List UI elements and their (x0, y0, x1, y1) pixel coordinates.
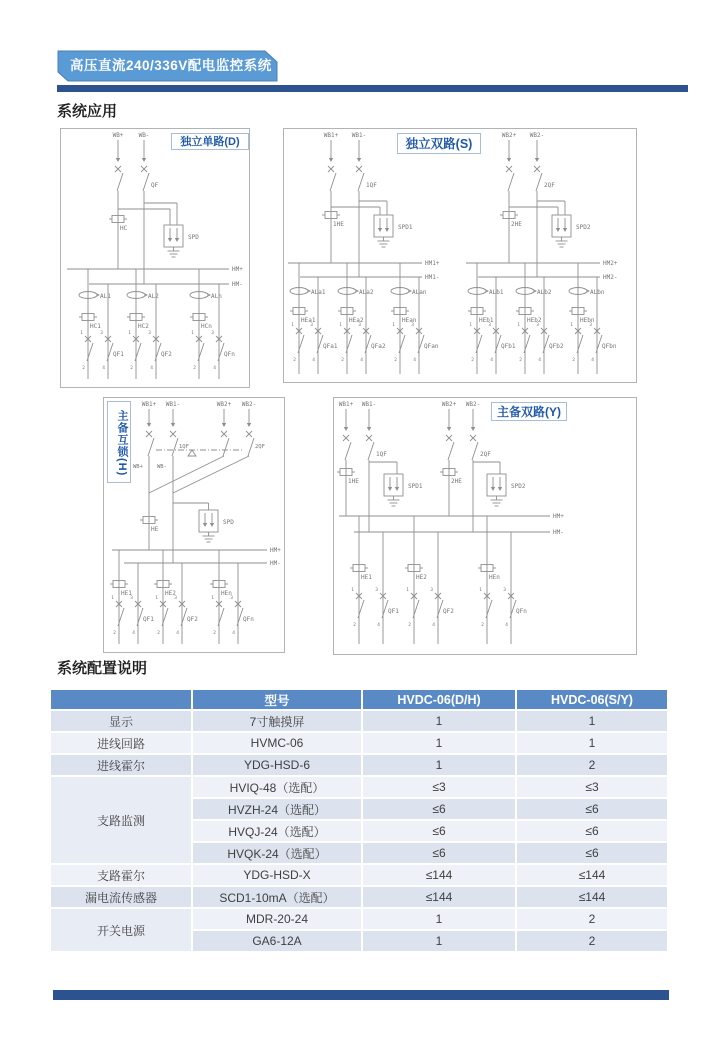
table-row (50, 710, 668, 732)
svg-text:WB2+: WB2+ (441, 401, 457, 408)
svg-text:WB2-: WB2- (465, 401, 481, 408)
svg-text:1: 1 (80, 331, 83, 336)
svg-text:ALa2: ALa2 (359, 289, 374, 296)
diagram-interlock (103, 397, 285, 653)
svg-text:3: 3 (503, 588, 506, 593)
svg-text:1: 1 (291, 323, 294, 328)
svg-text:QF1: QF1 (143, 616, 154, 623)
svg-text:WB1-: WB1- (165, 401, 181, 408)
svg-text:2: 2 (213, 631, 216, 636)
svg-text:WB+: WB+ (133, 464, 143, 470)
model-cell: YDG-HSD-6 (192, 754, 362, 776)
category-cell: 显示 (50, 710, 192, 732)
sy-value-cell: ≤6 (516, 820, 668, 842)
svg-text:QFn: QFn (516, 608, 527, 615)
svg-text:1: 1 (406, 588, 409, 593)
svg-text:ALbn: ALbn (590, 289, 605, 296)
svg-text:4: 4 (102, 366, 105, 371)
svg-text:4: 4 (176, 631, 179, 636)
sy-value-cell: ≤6 (516, 842, 668, 864)
svg-text:WB2+: WB2+ (216, 401, 232, 408)
svg-text:SPD2: SPD2 (576, 224, 591, 231)
model-cell: HVQK-24（选配） (192, 842, 362, 864)
svg-text:WB1+: WB1+ (338, 401, 354, 408)
svg-text:QFb1: QFb1 (501, 343, 516, 350)
sy-value-cell: 2 (516, 930, 668, 952)
svg-text:ALa1: ALa1 (311, 289, 326, 296)
table-row (50, 732, 668, 754)
model-cell: HVZH-24（选配） (192, 798, 362, 820)
svg-text:QFb2: QFb2 (549, 343, 564, 350)
svg-text:2: 2 (341, 358, 344, 363)
svg-text:HE1: HE1 (361, 574, 372, 581)
category-cell: 进线霍尔 (50, 754, 192, 776)
svg-text:ALn: ALn (211, 293, 222, 300)
svg-text:3: 3 (358, 323, 361, 328)
category-cell: 开关电源 (50, 908, 192, 952)
table-row (50, 754, 668, 776)
sy-value-cell: 2 (516, 908, 668, 930)
svg-text:HEbn: HEbn (580, 317, 595, 324)
header-hvdc-sy: HVDC-06(S/Y) (516, 689, 668, 710)
svg-text:WB1+: WB1+ (141, 401, 157, 408)
svg-text:HM1+: HM1+ (425, 260, 440, 267)
svg-text:1QF: 1QF (366, 182, 377, 189)
config-table (50, 689, 668, 952)
svg-text:HE2: HE2 (165, 590, 176, 597)
svg-text:1: 1 (479, 588, 482, 593)
diagram-label-independent-single: 独立单路(D) (171, 133, 249, 150)
svg-text:2: 2 (157, 631, 160, 636)
diagram-label-interlock: 主备互锁(H) (107, 401, 131, 483)
svg-text:WB1+: WB1+ (323, 132, 339, 139)
svg-text:QF2: QF2 (443, 608, 454, 615)
svg-text:1: 1 (155, 596, 158, 601)
header-empty (50, 689, 192, 710)
svg-text:HEa1: HEa1 (301, 317, 316, 324)
svg-text:2: 2 (193, 366, 196, 371)
svg-text:1: 1 (517, 323, 520, 328)
svg-text:HM2+: HM2+ (603, 260, 618, 267)
section-title-applications: 系统应用 (57, 103, 118, 120)
dh-value-cell: 1 (362, 754, 516, 776)
diagram-main-backup-dual (333, 397, 637, 655)
model-cell: HVIQ-48（选配） (192, 776, 362, 798)
svg-text:4: 4 (132, 631, 135, 636)
svg-text:1: 1 (392, 323, 395, 328)
svg-text:1: 1 (111, 596, 114, 601)
svg-text:HM-: HM- (553, 529, 564, 536)
svg-text:ALb1: ALb1 (489, 289, 504, 296)
dh-value-cell: ≤3 (362, 776, 516, 798)
model-cell: GA6-12A (192, 930, 362, 952)
model-cell: HVQJ-24（选配） (192, 820, 362, 842)
svg-text:3: 3 (536, 323, 539, 328)
svg-text:HM+: HM+ (270, 547, 281, 554)
svg-text:2: 2 (82, 366, 85, 371)
footer-bar (53, 990, 669, 1000)
svg-text:SPD1: SPD1 (408, 483, 423, 490)
svg-text:WB2-: WB2- (529, 132, 545, 139)
svg-text:HC2: HC2 (138, 323, 149, 330)
svg-text:WB2-: WB2- (241, 401, 257, 408)
category-cell: 漏电流传感器 (50, 886, 192, 908)
dh-value-cell: ≤144 (362, 864, 516, 886)
sy-value-cell: ≤3 (516, 776, 668, 798)
model-cell: HVMC-06 (192, 732, 362, 754)
model-cell: 7寸触摸屏 (192, 710, 362, 732)
svg-text:HC1: HC1 (90, 323, 101, 330)
svg-text:2QF: 2QF (480, 451, 491, 458)
svg-text:SPD: SPD (223, 519, 234, 526)
table-row (50, 886, 668, 908)
svg-text:2: 2 (130, 366, 133, 371)
svg-text:3: 3 (230, 596, 233, 601)
svg-text:HM1-: HM1- (425, 274, 440, 281)
svg-text:HEa2: HEa2 (349, 317, 364, 324)
svg-text:HEb1: HEb1 (479, 317, 494, 324)
svg-text:HM2-: HM2- (603, 274, 618, 281)
svg-text:1HE: 1HE (333, 221, 344, 228)
svg-text:4: 4 (213, 366, 216, 371)
svg-text:1HE: 1HE (348, 478, 359, 485)
svg-text:HE2: HE2 (416, 574, 427, 581)
svg-text:HCn: HCn (201, 323, 212, 330)
diagram-main-backup-dual-svg (334, 398, 636, 654)
svg-text:3: 3 (589, 323, 592, 328)
header-hvdc-dh: HVDC-06(D/H) (362, 689, 516, 710)
svg-text:3: 3 (148, 331, 151, 336)
svg-text:ALb2: ALb2 (537, 289, 552, 296)
svg-text:QF: QF (151, 182, 159, 189)
svg-text:1: 1 (339, 323, 342, 328)
svg-text:WB+: WB+ (112, 132, 124, 139)
svg-text:QFa2: QFa2 (371, 343, 386, 350)
section-title-config: 系统配置说明 (57, 660, 148, 677)
svg-text:1: 1 (191, 331, 194, 336)
svg-text:2: 2 (113, 631, 116, 636)
svg-text:1: 1 (570, 323, 573, 328)
dh-value-cell: 1 (362, 908, 516, 930)
config-table-body (50, 710, 668, 952)
svg-text:2QF: 2QF (544, 182, 555, 189)
diagram-independent-dual (283, 128, 637, 383)
svg-text:3: 3 (310, 323, 313, 328)
dh-value-cell: ≤6 (362, 842, 516, 864)
svg-text:QFn: QFn (243, 616, 254, 623)
svg-text:1: 1 (211, 596, 214, 601)
svg-text:HM+: HM+ (232, 266, 243, 273)
diagram-independent-single (60, 128, 250, 388)
svg-text:SPD: SPD (188, 234, 199, 241)
category-cell: 支路监测 (50, 776, 192, 864)
svg-text:1QF: 1QF (179, 444, 189, 450)
svg-text:HEn: HEn (489, 574, 500, 581)
svg-text:HEb2: HEb2 (527, 317, 542, 324)
svg-text:QF1: QF1 (388, 608, 399, 615)
diagram-label-independent-dual: 独立双路(S) (397, 133, 481, 154)
dh-value-cell: ≤6 (362, 820, 516, 842)
diagram-independent-dual-svg (284, 129, 636, 382)
svg-text:4: 4 (538, 358, 541, 363)
svg-text:QFbn: QFbn (602, 343, 617, 350)
svg-text:QF2: QF2 (161, 351, 172, 358)
sy-value-cell: 1 (516, 710, 668, 732)
svg-text:HEn: HEn (221, 590, 232, 597)
svg-text:3: 3 (488, 323, 491, 328)
dh-value-cell: 1 (362, 930, 516, 952)
svg-text:QFa1: QFa1 (323, 343, 338, 350)
diagram-interlock-svg (104, 398, 284, 652)
svg-text:4: 4 (413, 358, 416, 363)
svg-text:2QF: 2QF (255, 444, 265, 450)
svg-text:HM-: HM- (232, 281, 243, 288)
svg-text:3: 3 (430, 588, 433, 593)
svg-text:QFn: QFn (224, 351, 235, 358)
svg-text:3: 3 (174, 596, 177, 601)
svg-text:1: 1 (128, 331, 131, 336)
svg-text:1: 1 (469, 323, 472, 328)
diagram-independent-single-svg (61, 129, 249, 387)
svg-text:3: 3 (211, 331, 214, 336)
svg-text:2: 2 (293, 358, 296, 363)
svg-text:2HE: 2HE (511, 221, 522, 228)
svg-text:4: 4 (360, 358, 363, 363)
header-rule (57, 85, 688, 92)
model-cell: YDG-HSD-X (192, 864, 362, 886)
svg-text:2: 2 (471, 358, 474, 363)
svg-text:HEan: HEan (402, 317, 417, 324)
svg-text:3: 3 (100, 331, 103, 336)
svg-text:QF2: QF2 (187, 616, 198, 623)
svg-text:HM+: HM+ (553, 513, 564, 520)
sy-value-cell: ≤144 (516, 886, 668, 908)
svg-text:ALan: ALan (412, 289, 427, 296)
svg-text:2HE: 2HE (451, 478, 462, 485)
dh-value-cell: ≤6 (362, 798, 516, 820)
config-table-header-row (50, 689, 668, 710)
svg-text:4: 4 (591, 358, 594, 363)
svg-text:2: 2 (572, 358, 575, 363)
svg-text:HM-: HM- (270, 560, 281, 567)
category-cell: 支路霍尔 (50, 864, 192, 886)
svg-text:AL2: AL2 (148, 293, 159, 300)
svg-text:HE1: HE1 (121, 590, 132, 597)
svg-text:4: 4 (232, 631, 235, 636)
svg-text:HE: HE (151, 526, 159, 533)
svg-text:WB2+: WB2+ (501, 132, 517, 139)
header-model: 型号 (192, 689, 362, 710)
svg-text:2: 2 (408, 623, 411, 628)
svg-text:SPD2: SPD2 (511, 483, 526, 490)
svg-text:3: 3 (130, 596, 133, 601)
svg-text:WB-: WB- (157, 464, 167, 470)
svg-text:AL1: AL1 (100, 293, 111, 300)
table-row (50, 908, 668, 930)
svg-text:4: 4 (432, 623, 435, 628)
svg-text:3: 3 (411, 323, 414, 328)
diagram-label-main-backup-dual: 主备双路(Y) (491, 402, 567, 421)
svg-text:WB-: WB- (138, 132, 150, 139)
svg-text:QF1: QF1 (113, 351, 124, 358)
dh-value-cell: 1 (362, 732, 516, 754)
dh-value-cell: 1 (362, 710, 516, 732)
sy-value-cell: ≤144 (516, 864, 668, 886)
table-row (50, 864, 668, 886)
svg-text:4: 4 (505, 623, 508, 628)
svg-text:WB1-: WB1- (351, 132, 367, 139)
dh-value-cell: ≤144 (362, 886, 516, 908)
svg-text:HC: HC (120, 225, 128, 232)
svg-text:4: 4 (490, 358, 493, 363)
svg-text:2: 2 (481, 623, 484, 628)
svg-text:4: 4 (312, 358, 315, 363)
model-cell: SCD1-10mA（选配） (192, 886, 362, 908)
model-cell: MDR-20-24 (192, 908, 362, 930)
banner-title: 高压直流240/336V配电监控系统 (70, 58, 272, 73)
svg-text:2: 2 (519, 358, 522, 363)
table-row (50, 776, 668, 798)
svg-text:2: 2 (353, 623, 356, 628)
svg-text:QFan: QFan (424, 343, 439, 350)
category-cell: 进线回路 (50, 732, 192, 754)
svg-text:4: 4 (377, 623, 380, 628)
sy-value-cell: 1 (516, 732, 668, 754)
svg-text:1QF: 1QF (376, 451, 387, 458)
svg-text:4: 4 (150, 366, 153, 371)
svg-text:WB1-: WB1- (361, 401, 377, 408)
svg-text:1: 1 (351, 588, 354, 593)
svg-text:SPD1: SPD1 (398, 224, 413, 231)
svg-text:2: 2 (394, 358, 397, 363)
sy-value-cell: ≤6 (516, 798, 668, 820)
sy-value-cell: 2 (516, 754, 668, 776)
svg-text:3: 3 (375, 588, 378, 593)
